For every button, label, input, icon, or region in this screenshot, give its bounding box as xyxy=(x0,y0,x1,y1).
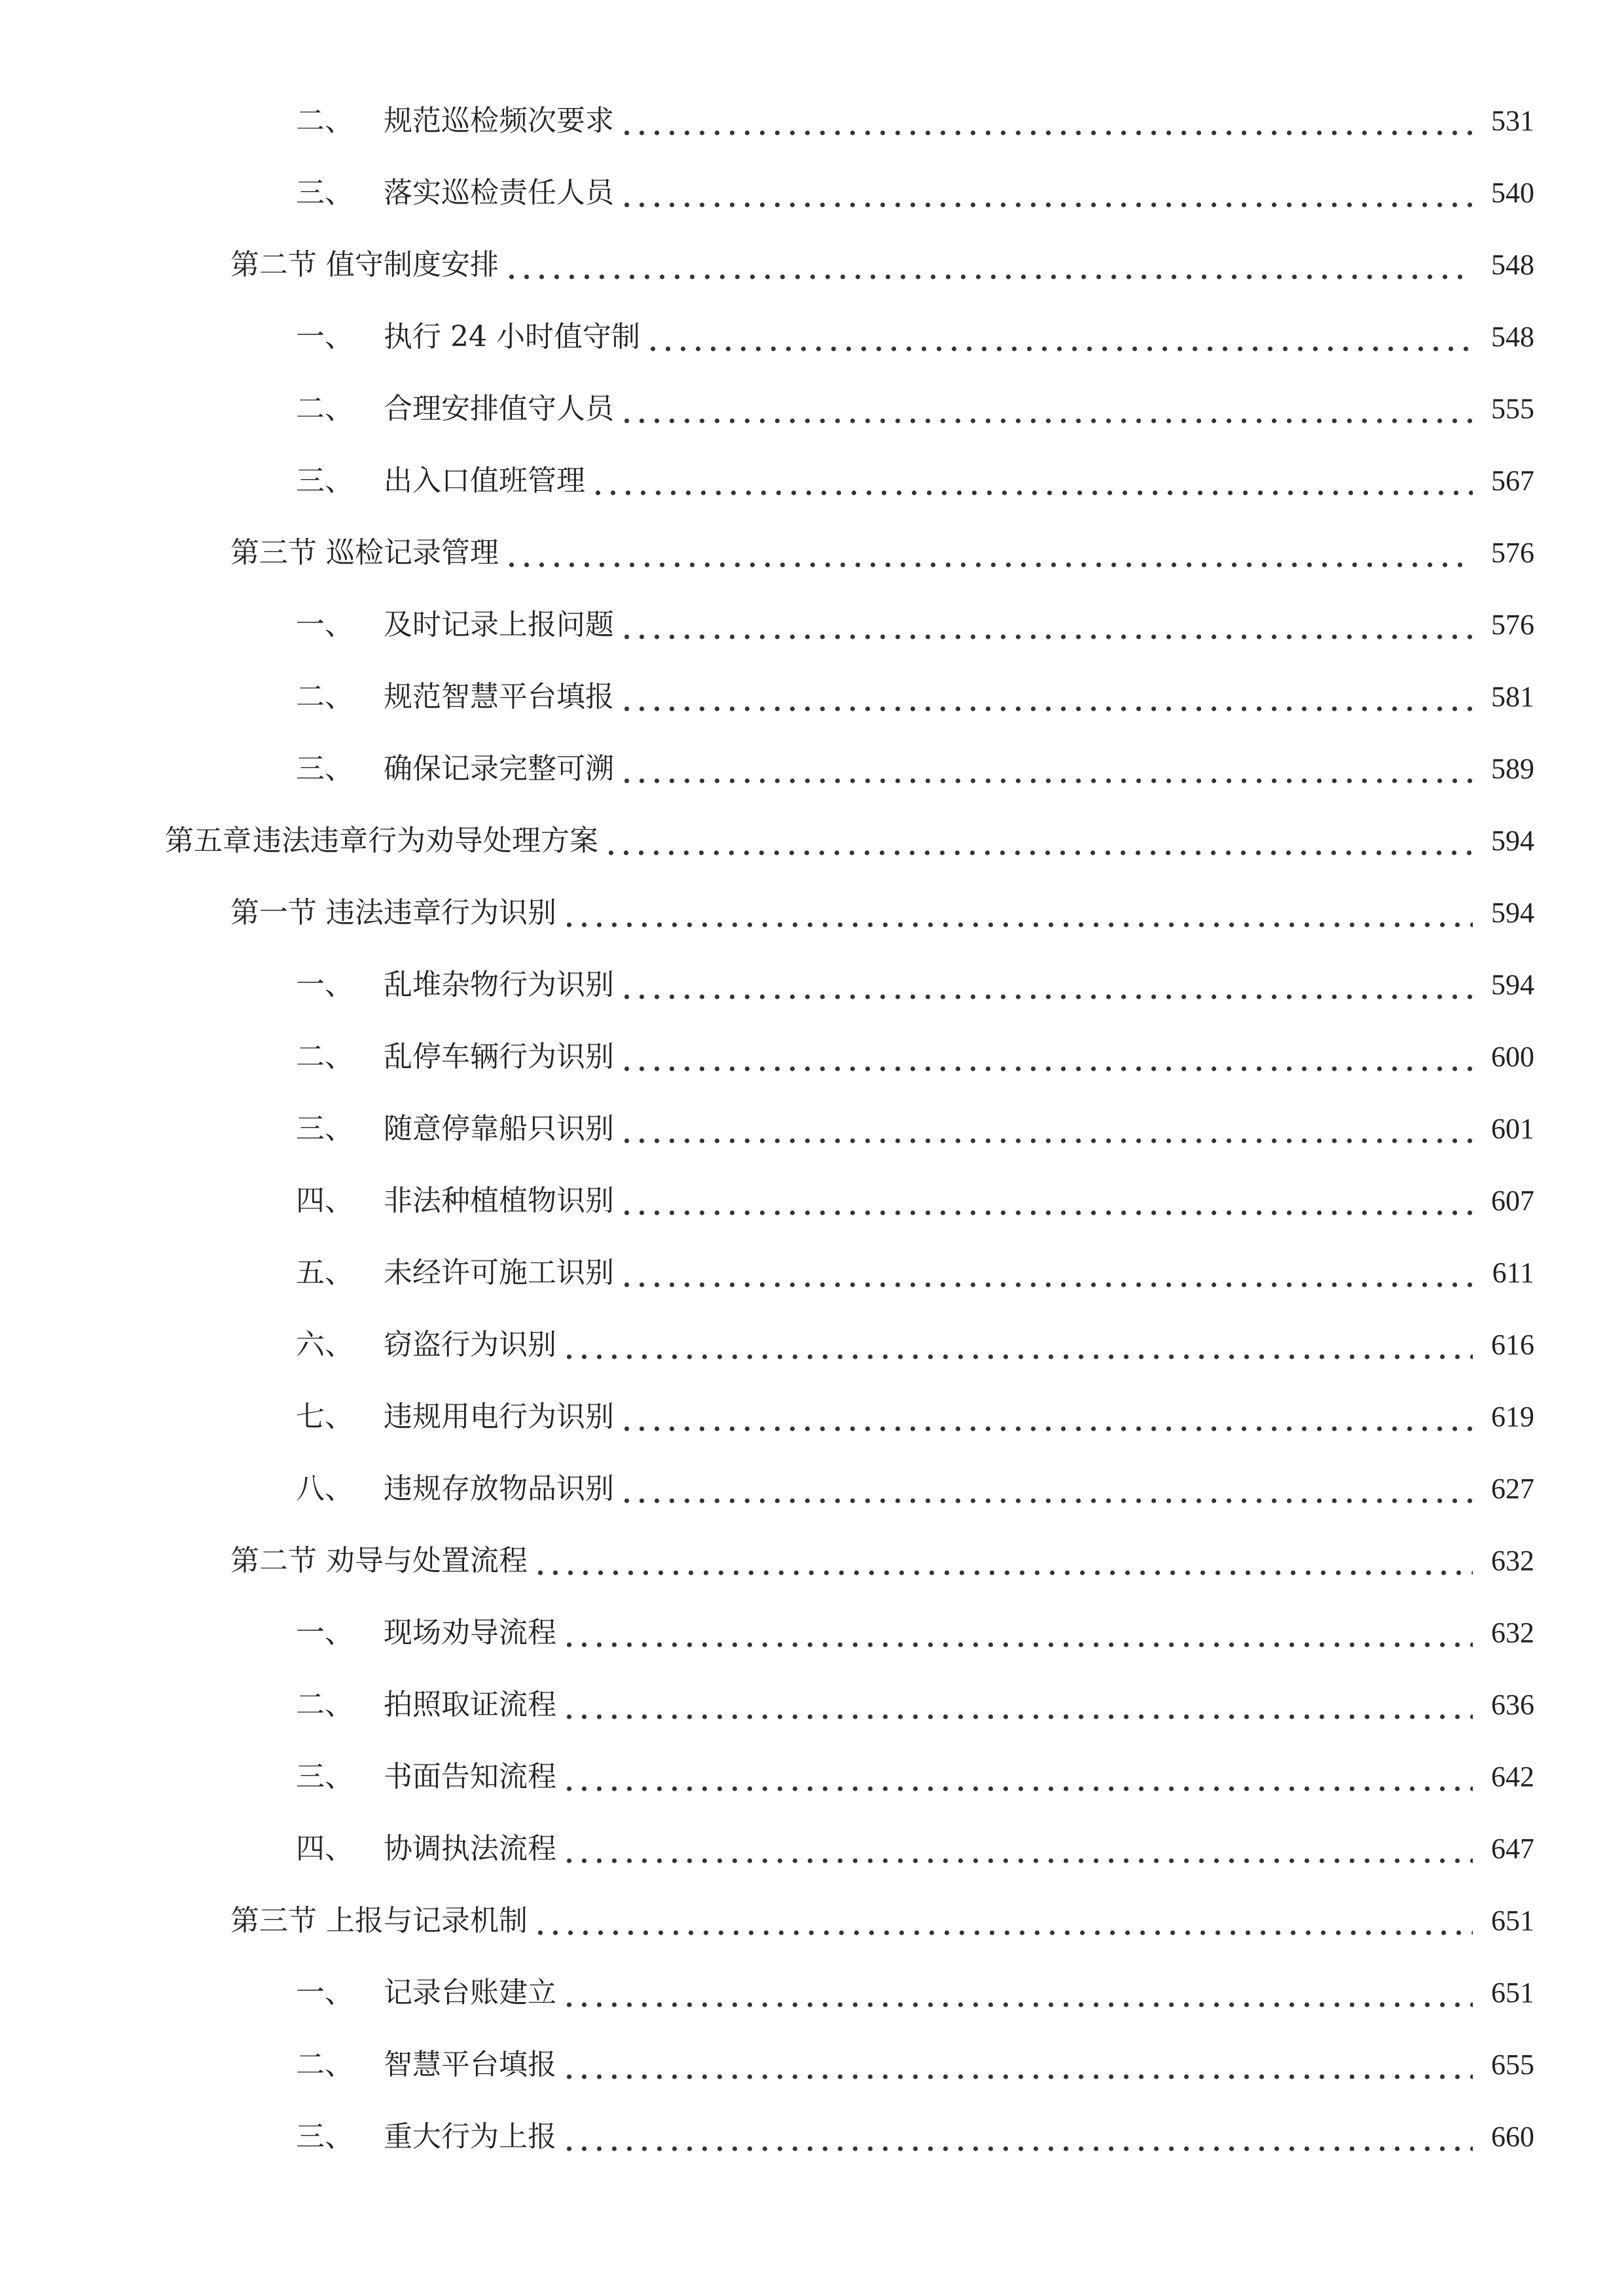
entry-number: 一、 xyxy=(296,320,353,353)
entry-title: 窃盗行为识别 xyxy=(384,1328,556,1361)
page-number: 548 xyxy=(1491,321,1534,353)
page-number: 600 xyxy=(1491,1041,1534,1073)
page-number: 531 xyxy=(1491,105,1534,137)
entry-number: 四、 xyxy=(296,1832,353,1865)
entry-title: 执行 24 小时值守制 xyxy=(384,320,640,353)
page-number: 594 xyxy=(1491,825,1534,857)
toc-entry[interactable] xyxy=(230,1895,1534,1947)
page-number: 576 xyxy=(1491,609,1534,641)
entry-title: 规范巡检频次要求 xyxy=(384,104,614,137)
toc-entry[interactable] xyxy=(296,1607,1534,1659)
dot-leader xyxy=(533,1895,1473,1947)
dot-leader xyxy=(504,239,1473,291)
dot-leader xyxy=(619,383,1473,435)
entry-number: 第二节 xyxy=(230,1544,317,1577)
toc-entry[interactable] xyxy=(296,383,1534,435)
entry-title: 智慧平台填报 xyxy=(384,2048,556,2081)
entry-number: 第二节 xyxy=(230,248,317,281)
page-number: 594 xyxy=(1491,897,1534,929)
toc-entry[interactable] xyxy=(296,167,1534,219)
dot-leader xyxy=(619,1103,1473,1155)
entry-number: 二、 xyxy=(296,680,353,713)
dot-leader xyxy=(562,1823,1473,1875)
page-number: 660 xyxy=(1491,2121,1534,2153)
entry-title: 未经许可施工识别 xyxy=(384,1256,614,1289)
toc-entry[interactable] xyxy=(296,1679,1534,1731)
dot-leader xyxy=(619,743,1473,795)
toc-entry[interactable] xyxy=(296,743,1534,795)
entry-number: 三、 xyxy=(296,1112,353,1145)
dot-leader xyxy=(562,1967,1473,2019)
page-number: 594 xyxy=(1491,969,1534,1001)
entry-number: 三、 xyxy=(296,176,353,209)
entry-title: 现场劝导流程 xyxy=(384,1616,556,1649)
page-number: 642 xyxy=(1491,1761,1534,1793)
dot-leader xyxy=(604,815,1473,867)
page-number: 576 xyxy=(1491,537,1534,569)
dot-leader xyxy=(562,1679,1473,1731)
entry-number: 三、 xyxy=(296,1760,353,1793)
entry-number: 二、 xyxy=(296,2048,353,2081)
entry-title: 及时记录上报问题 xyxy=(384,608,614,641)
entry-title: 规范智慧平台填报 xyxy=(384,680,614,713)
page-number: 616 xyxy=(1491,1329,1534,1361)
entry-number: 第三节 xyxy=(230,1904,317,1937)
entry-number: 一、 xyxy=(296,1976,353,2009)
dot-leader xyxy=(562,1319,1473,1371)
entry-number: 一、 xyxy=(296,968,353,1001)
dot-leader xyxy=(619,1175,1473,1227)
toc-entry[interactable] xyxy=(296,1175,1534,1227)
entry-title: 随意停靠船只识别 xyxy=(384,1112,614,1145)
entry-title: 违法违章行为识别 xyxy=(326,896,556,929)
entry-title: 书面告知流程 xyxy=(384,1760,556,1793)
dot-leader xyxy=(619,1247,1473,1299)
entry-number: 三、 xyxy=(296,464,353,497)
page-number: 581 xyxy=(1491,681,1534,713)
entry-title: 拍照取证流程 xyxy=(384,1688,556,1721)
entry-title: 巡检记录管理 xyxy=(326,536,499,569)
dot-leader xyxy=(504,527,1473,579)
toc-entry[interactable] xyxy=(230,527,1534,579)
entry-title: 违规用电行为识别 xyxy=(384,1400,614,1433)
entry-title: 非法种植植物识别 xyxy=(384,1184,614,1217)
toc-entry[interactable] xyxy=(296,1103,1534,1155)
dot-leader xyxy=(619,599,1473,651)
dot-leader xyxy=(562,1751,1473,1803)
page-number: 651 xyxy=(1491,1905,1534,1937)
dot-leader xyxy=(619,959,1473,1011)
toc-entry[interactable] xyxy=(296,2039,1534,2091)
page-number: 540 xyxy=(1491,177,1534,209)
dot-leader xyxy=(619,1463,1473,1515)
page-number: 627 xyxy=(1491,1473,1534,1505)
toc-entry[interactable] xyxy=(296,599,1534,651)
toc-entry[interactable] xyxy=(230,239,1534,291)
toc-entry[interactable] xyxy=(296,1031,1534,1083)
dot-leader xyxy=(562,1607,1473,1659)
toc-entry[interactable] xyxy=(296,311,1534,363)
toc-entry[interactable] xyxy=(296,455,1534,507)
page-number: 632 xyxy=(1491,1617,1534,1649)
dot-leader xyxy=(619,1031,1473,1083)
page-number: 555 xyxy=(1491,393,1534,425)
entry-number: 第一节 xyxy=(230,896,317,929)
toc-entry[interactable] xyxy=(296,1391,1534,1443)
toc-entry[interactable] xyxy=(296,1319,1534,1371)
entry-number: 八、 xyxy=(296,1472,353,1505)
entry-number: 二、 xyxy=(296,1688,353,1721)
entry-number: 二、 xyxy=(296,1040,353,1073)
entry-title: 确保记录完整可溯 xyxy=(384,752,614,785)
page-number: 651 xyxy=(1491,1977,1534,2009)
page-number: 619 xyxy=(1491,1401,1534,1433)
page-number: 655 xyxy=(1491,2049,1534,2081)
page-number: 601 xyxy=(1491,1113,1534,1145)
toc-entry[interactable] xyxy=(230,1535,1534,1587)
entry-number: 三、 xyxy=(296,752,353,785)
entry-title: 劝导与处置流程 xyxy=(326,1544,528,1577)
toc-entry[interactable] xyxy=(296,959,1534,1011)
entry-title: 违规存放物品识别 xyxy=(384,1472,614,1505)
entry-title: 值守制度安排 xyxy=(326,248,499,281)
entry-title: 上报与记录机制 xyxy=(326,1904,528,1937)
entry-number: 第五章 xyxy=(165,824,251,857)
entry-title: 落实巡检责任人员 xyxy=(384,176,614,209)
dot-leader xyxy=(619,167,1473,219)
page-number: 548 xyxy=(1491,249,1534,281)
entry-number: 二、 xyxy=(296,392,353,425)
dot-leader xyxy=(619,671,1473,723)
entry-number: 一、 xyxy=(296,1616,353,1649)
entry-title: 合理安排值守人员 xyxy=(384,392,614,425)
dot-leader xyxy=(619,1391,1473,1443)
page-number: 632 xyxy=(1491,1545,1534,1577)
dot-leader xyxy=(619,95,1473,147)
dot-leader xyxy=(645,311,1473,363)
toc-entry[interactable] xyxy=(296,1967,1534,2019)
page-number: 607 xyxy=(1491,1185,1534,1217)
toc-entry[interactable] xyxy=(296,1751,1534,1803)
entry-number: 第三节 xyxy=(230,536,317,569)
entry-number: 七、 xyxy=(296,1400,353,1433)
page-number: 611 xyxy=(1492,1257,1534,1289)
entry-number: 三、 xyxy=(296,2120,353,2153)
entry-number: 二、 xyxy=(296,104,353,137)
toc-entry[interactable] xyxy=(296,1463,1534,1515)
entry-number: 一、 xyxy=(296,608,353,641)
dot-leader xyxy=(562,2039,1473,2091)
dot-leader xyxy=(533,1535,1473,1587)
dot-leader xyxy=(590,455,1473,507)
entry-number: 五、 xyxy=(296,1256,353,1289)
entry-title: 乱堆杂物行为识别 xyxy=(384,968,614,1001)
entry-title: 协调执法流程 xyxy=(384,1832,556,1865)
page-number: 636 xyxy=(1491,1689,1534,1721)
toc-entry[interactable] xyxy=(165,815,1534,867)
dot-leader xyxy=(562,887,1473,939)
entry-number: 六、 xyxy=(296,1328,353,1361)
toc-entry[interactable] xyxy=(296,671,1534,723)
toc-entry[interactable] xyxy=(296,2111,1534,2163)
entry-number: 四、 xyxy=(296,1184,353,1217)
toc-entry[interactable] xyxy=(296,1247,1534,1299)
entry-title: 违法违章行为劝导处理方案 xyxy=(253,824,598,857)
page-number: 567 xyxy=(1491,465,1534,497)
entry-title: 重大行为上报 xyxy=(384,2120,556,2153)
entry-title: 出入口值班管理 xyxy=(384,464,585,497)
entry-title: 记录台账建立 xyxy=(384,1976,556,2009)
toc-entry[interactable] xyxy=(296,95,1534,147)
dot-leader xyxy=(562,2111,1473,2163)
page-number: 647 xyxy=(1491,1833,1534,1865)
toc-entry[interactable] xyxy=(230,887,1534,939)
page-number: 589 xyxy=(1491,753,1534,785)
entry-title: 乱停车辆行为识别 xyxy=(384,1040,614,1073)
toc-entry[interactable] xyxy=(296,1823,1534,1875)
